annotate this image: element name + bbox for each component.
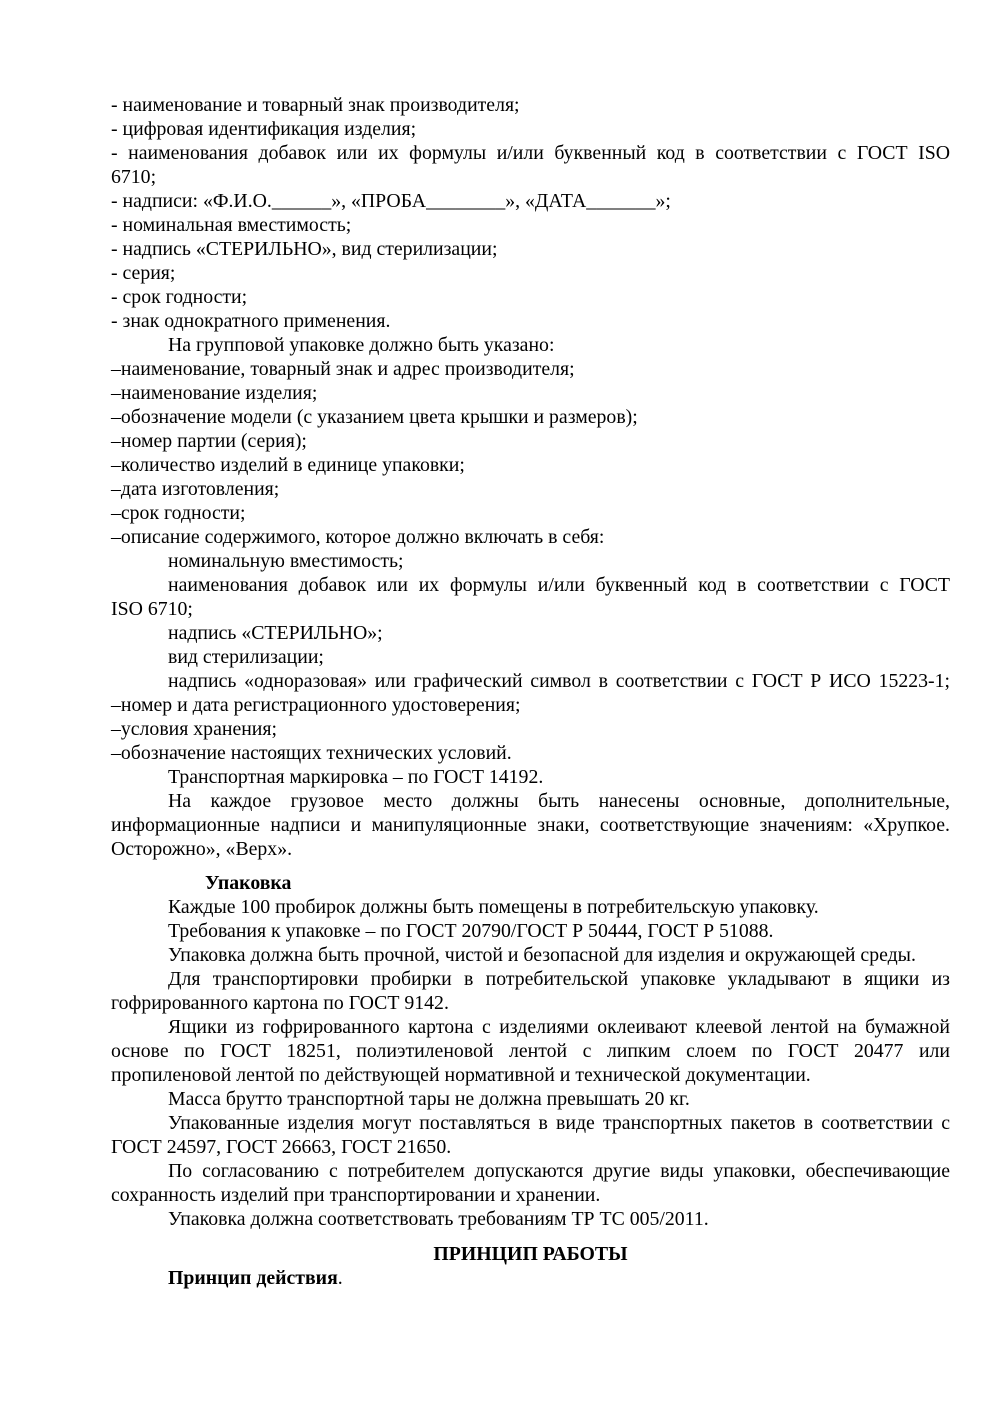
paragraph-line: По согласованию с потребителем допускаются другие виды упаковки, обеспечивающие [168,1160,950,1182]
paragraph-line: Упаковка должна быть прочной, чистой и безопасной для изделия и окружающей среды. [168,944,916,966]
paragraph-line: Упаковка должна соответствовать требованиям ТР ТС 005/2011. [168,1208,709,1230]
marking-list-item: - знак однократного применения. [111,310,391,332]
text-line: сохранность изделий при транспортировании и хранении. [111,1184,601,1206]
marking-list-item: - наименование и товарный знак производителя; [111,94,520,116]
paragraph-line: На групповой упаковке должно быть указано: [168,334,555,356]
marking-list-item: - срок годности; [111,286,248,308]
marking-list-item: –наименование, товарный знак и адрес производителя; [111,358,575,380]
marking-list-item: –срок годности; [111,502,246,524]
contents-sublist-item: номинальную вместимость; [168,550,404,572]
paragraph-line: Каждые 100 пробирок должны быть помещены в потребительскую упаковку. [168,896,819,918]
marking-list-item: - наименования добавок или их формулы и/или буквенный код в соответствии с ГОСТ ISO [111,142,950,164]
paragraph-line: Осторожно», «Верх». [111,838,293,860]
text-line: пропиленовой лентой по действующей нормативной и технической документации. [111,1064,811,1086]
text-line: ISO 6710; [111,598,193,620]
paragraph-line: информационные надписи и манипуляционные знаки, соответствующие значениям: «Хрупкое. [111,814,950,836]
marking-list-item: –обозначение модели (с указанием цвета крышки и размеров); [111,406,638,428]
paragraph-line: Для транспортировки пробирки в потребительской упаковке укладывают в ящики из [168,968,950,990]
principle-lead-bold-text: Принцип действия [168,1267,338,1289]
marking-list-item: –описание содержимого, которое должно включать в себя: [111,526,605,548]
marking-list-item: –дата изготовления; [111,478,280,500]
principle-section-heading: ПРИНЦИП РАБОТЫ [433,1243,628,1265]
marking-list-item: - номинальная вместимость; [111,214,352,236]
marking-list-item: –номер и дата регистрационного удостоверения; [111,694,521,716]
marking-list-item: –наименование изделия; [111,382,318,404]
marking-list-item: –обозначение настоящих технических условий. [111,742,512,764]
paragraph-line: Упакованные изделия могут поставляться в виде транспортных пакетов в соответствии с [168,1112,950,1134]
marking-list-item: - серия; [111,262,176,284]
marking-list-item: –условия хранения; [111,718,277,740]
principle-lead-period: . [337,1267,343,1289]
principle-lead-line [111,1266,950,1290]
marking-list-item: –номер партии (серия); [111,430,307,452]
paragraph-line: Ящики из гофрированного картона с изделиями оклеивают клеевой лентой на бумажной [168,1016,950,1038]
packaging-section-heading: Упаковка [205,872,292,894]
contents-sublist-item: надпись «одноразовая» или графический символ в соответствии с ГОСТ Р ИСО 15223-1; [168,670,950,692]
paragraph-line: Транспортная маркировка – по ГОСТ 14192. [168,766,544,788]
text-line: ГОСТ 24597, ГОСТ 26663, ГОСТ 21650. [111,1136,452,1158]
marking-list-item: –количество изделий в единице упаковки; [111,454,465,476]
text-line: гофрированного картона по ГОСТ 9142. [111,992,449,1014]
contents-sublist-item: наименования добавок или их формулы и/или буквенный код в соответствии с ГОСТ [168,574,950,596]
paragraph-line: основе по ГОСТ 18251, полиэтиленовой лентой с липким слоем по ГОСТ 20477 или [111,1040,950,1062]
text-line: 6710; [111,166,157,188]
paragraph-line: На каждое грузовое место должны быть нанесены основные, дополнительные, [168,790,950,812]
contents-sublist-item: надпись «СТЕРИЛЬНО»; [168,622,383,644]
marking-list-item: - надпись «СТЕРИЛЬНО», вид стерилизации; [111,238,498,260]
contents-sublist-item: вид стерилизации; [168,646,324,668]
marking-list-item: - цифровая идентификация изделия; [111,118,417,140]
marking-list-item: - надписи: «Ф.И.О.______», «ПРОБА________», «ДАТА_______»; [111,190,671,212]
paragraph-line: Требования к упаковке – по ГОСТ 20790/ГОСТ Р 50444, ГОСТ Р 51088. [168,920,774,942]
paragraph-line: Масса брутто транспортной тары не должна превышать 20 кг. [168,1088,690,1110]
